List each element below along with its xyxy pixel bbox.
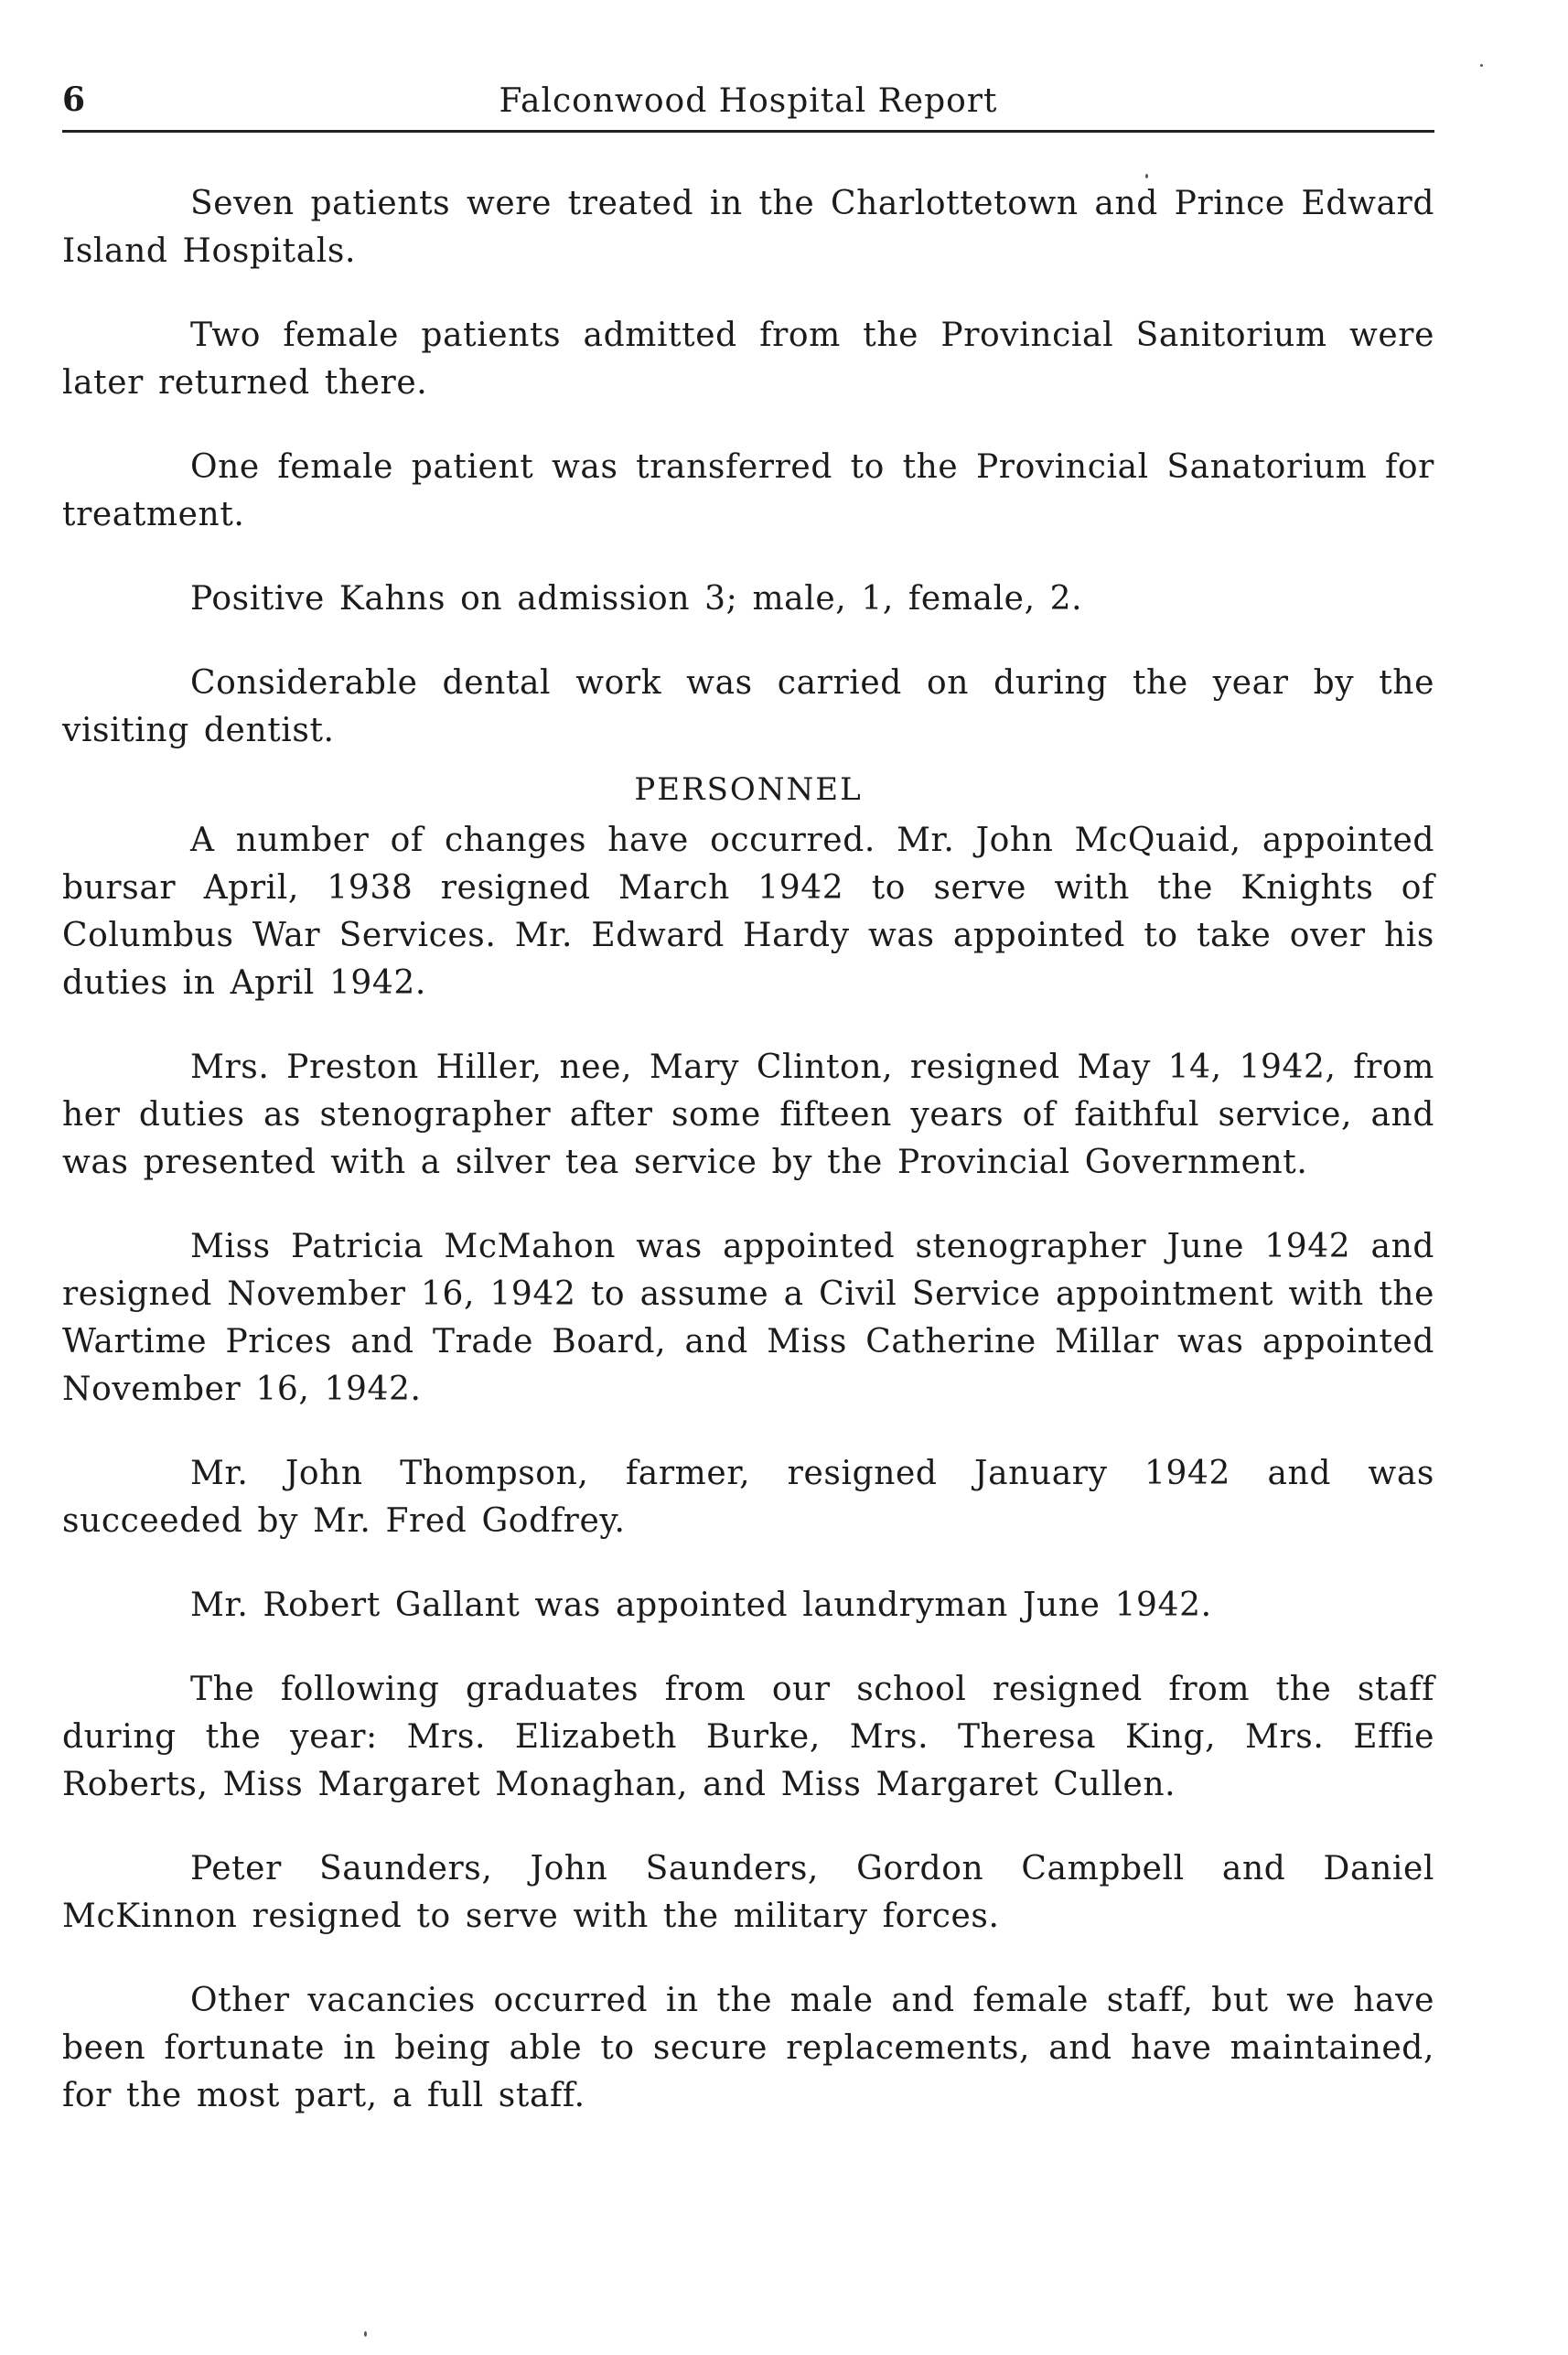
paragraph-stenographer-mcmahon: Miss Patricia McMahon was appointed stenographer June 1942 and resigned November 16, 1942 to assume a Civil Service appointment with the Wartime Prices and Trade Board, and Miss Catherine Millar was appointed November 16, 1942. — [62, 1228, 1434, 1408]
scan-speck — [1145, 174, 1148, 178]
page-number: 6 — [62, 81, 87, 119]
paragraph-military-service: Peter Saunders, John Saunders, Gordon Campbell and Daniel McKinnon resigned to serve with the military forces. — [62, 1850, 1434, 1935]
paragraph-positive-kahns: Positive Kahns on admission 3; male, 1, female, 2. — [190, 580, 1083, 618]
scan-speck — [1480, 64, 1483, 67]
paragraph-stenographer-hiller: Mrs. Preston Hiller, nee, Mary Clinton, resigned May 14, 1942, from her duties as stenographer after some fifteen years of faithful service, and was presented with a silver tea service by the Provincial Government. — [62, 1048, 1434, 1181]
paragraph-hospital-treatment: Seven patients were treated in the Charlottetown and Prince Edward Island Hospitals. — [62, 185, 1434, 270]
report-body — [62, 180, 1434, 2120]
paragraph-other-vacancies: Other vacancies occurred in the male and female staff, but we have been fortunate in being able to secure replacements, and have maintained, for the most part, a full staff. — [62, 1982, 1434, 2114]
paragraph-bursar-changes: A number of changes have occurred. Mr. John McQuaid, appointed bursar April, 1938 resigned March 1942 to serve with the Knights of Columbus War Services. Mr. Edward Hardy was appointed to take over his duties in April 1942. — [62, 822, 1434, 1002]
section-heading-personnel: PERSONNEL — [634, 771, 863, 808]
paragraph-dental-work: Considerable dental work was carried on during the year by the visiting dentist. — [62, 664, 1434, 749]
running-title: Falconwood Hospital Report — [499, 82, 998, 120]
paragraph-laundryman-gallant: Mr. Robert Gallant was appointed laundryman June 1942. — [190, 1586, 1212, 1624]
scan-speck — [364, 2331, 367, 2337]
paragraph-graduates-resigned: The following graduates from our school resigned from the staff during the year: Mrs. Elizabeth Burke, Mrs. Theresa King, Mrs. Effie Roberts, Miss Margaret Monaghan, and Miss Margaret Cullen. — [62, 1671, 1434, 1803]
paragraph-farmer-thompson: Mr. John Thompson, farmer, resigned January 1942 and was succeeded by Mr. Fred Godfrey. — [62, 1455, 1434, 1540]
paragraph-sanatorium-transfer: One female patient was transferred to the Provincial Sanatorium for treatment. — [62, 448, 1434, 533]
document-page — [62, 73, 1434, 2306]
paragraph-sanitorium-returns: Two female patients admitted from the Provincial Sanitorium were later returned there. — [62, 317, 1434, 402]
page-header — [62, 73, 1434, 133]
